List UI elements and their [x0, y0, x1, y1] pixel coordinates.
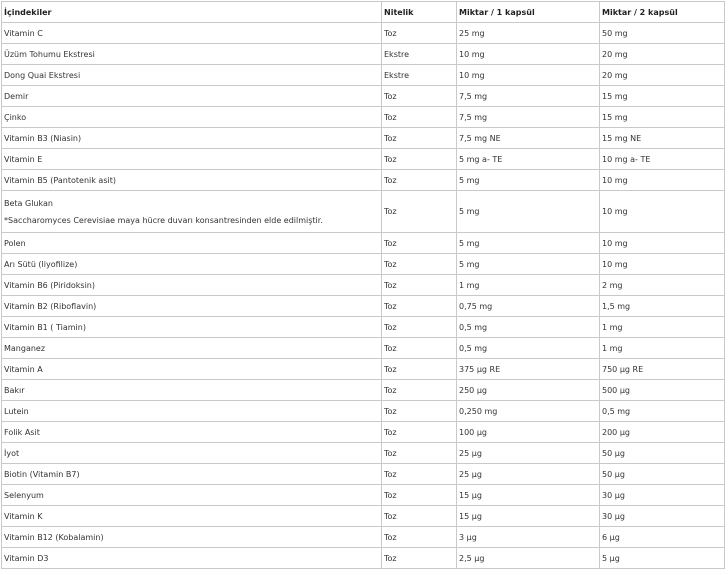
amount-1-cell: 5 mg [457, 191, 600, 233]
amount-1-cell: 100 µg [457, 422, 600, 443]
table-row [2, 527, 725, 548]
ingredient-cell: İyot [2, 443, 382, 464]
amount-2-cell: 10 mg [600, 254, 725, 275]
table-row [2, 401, 725, 422]
amount-1-cell: 15 µg [457, 485, 600, 506]
table-row [2, 317, 725, 338]
header-type: Nitelik [382, 2, 457, 23]
type-cell: Toz [382, 464, 457, 485]
amount-2-cell: 1,5 mg [600, 296, 725, 317]
ingredient-cell: Demir [2, 86, 382, 107]
ingredient-cell [2, 191, 382, 233]
type-cell: Toz [382, 422, 457, 443]
amount-2-cell: 30 µg [600, 485, 725, 506]
amount-2-cell: 50 mg [600, 23, 725, 44]
ingredient-cell: Bakır [2, 380, 382, 401]
amount-1-cell: 375 µg RE [457, 359, 600, 380]
amount-2-cell: 750 µg RE [600, 359, 725, 380]
table-row [2, 296, 725, 317]
amount-1-cell: 5 mg [457, 170, 600, 191]
amount-2-cell: 15 mg [600, 86, 725, 107]
amount-1-cell: 10 mg [457, 44, 600, 65]
ingredients-table [1, 1, 725, 569]
ingredient-cell: Vitamin B6 (Piridoksin) [2, 275, 382, 296]
type-cell: Toz [382, 443, 457, 464]
table-row [2, 359, 725, 380]
amount-1-cell: 5 mg a- TE [457, 149, 600, 170]
ingredient-cell: Vitamin B5 (Pantotenik asit) [2, 170, 382, 191]
type-cell: Toz [382, 527, 457, 548]
ingredient-cell: Vitamin B1 ( Tiamin) [2, 317, 382, 338]
type-cell: Toz [382, 128, 457, 149]
type-cell: Toz [382, 275, 457, 296]
type-cell: Ekstre [382, 65, 457, 86]
header-ingredients: İçindekiler [2, 2, 382, 23]
table-body [2, 23, 725, 569]
ingredient-cell: Manganez [2, 338, 382, 359]
amount-1-cell: 25 µg [457, 443, 600, 464]
type-cell: Toz [382, 149, 457, 170]
table-row [2, 485, 725, 506]
table-row [2, 548, 725, 569]
table-row [2, 170, 725, 191]
table-row [2, 65, 725, 86]
table-row [2, 443, 725, 464]
table-row [2, 254, 725, 275]
table-row [2, 191, 725, 233]
ingredient-cell: Vitamin D3 [2, 548, 382, 569]
type-cell: Toz [382, 233, 457, 254]
header-amount-1-capsule: Miktar / 1 kapsül [457, 2, 600, 23]
amount-1-cell: 1 mg [457, 275, 600, 296]
amount-2-cell: 10 mg a- TE [600, 149, 725, 170]
table-row [2, 233, 725, 254]
amount-2-cell: 2 mg [600, 275, 725, 296]
amount-2-cell: 30 µg [600, 506, 725, 527]
ingredient-cell: Vitamin B12 (Kobalamin) [2, 527, 382, 548]
amount-2-cell: 0,5 mg [600, 401, 725, 422]
ingredient-cell: Dong Quai Ekstresi [2, 65, 382, 86]
ingredient-cell: Polen [2, 233, 382, 254]
type-cell: Toz [382, 23, 457, 44]
type-cell: Toz [382, 107, 457, 128]
amount-1-cell: 25 µg [457, 464, 600, 485]
amount-2-cell: 6 µg [600, 527, 725, 548]
type-cell: Toz [382, 380, 457, 401]
amount-2-cell: 20 mg [600, 44, 725, 65]
amount-1-cell: 15 µg [457, 506, 600, 527]
amount-1-cell: 7,5 mg [457, 86, 600, 107]
type-cell: Toz [382, 359, 457, 380]
type-cell: Toz [382, 170, 457, 191]
type-cell: Toz [382, 506, 457, 527]
table-row [2, 380, 725, 401]
ingredient-cell: Vitamin B3 (Niasin) [2, 128, 382, 149]
type-cell: Toz [382, 296, 457, 317]
amount-2-cell: 1 mg [600, 317, 725, 338]
amount-2-cell: 15 mg NE [600, 128, 725, 149]
amount-2-cell: 500 µg [600, 380, 725, 401]
header-amount-2-capsules: Miktar / 2 kapsül [600, 2, 725, 23]
amount-2-cell: 200 µg [600, 422, 725, 443]
amount-2-cell: 1 mg [600, 338, 725, 359]
ingredient-footnote: *Saccharomyces Cerevisiae maya hücre duvarı konsantresinden elde edilmiştir. [4, 215, 323, 225]
type-cell: Toz [382, 338, 457, 359]
type-cell: Toz [382, 548, 457, 569]
type-cell: Toz [382, 401, 457, 422]
ingredient-cell: Selenyum [2, 485, 382, 506]
table-header-row [2, 2, 725, 23]
amount-1-cell: 2,5 µg [457, 548, 600, 569]
table-row [2, 464, 725, 485]
ingredient-cell: Biotin (Vitamin B7) [2, 464, 382, 485]
table-row [2, 128, 725, 149]
table-row [2, 23, 725, 44]
amount-1-cell: 0,5 mg [457, 338, 600, 359]
amount-1-cell: 0,250 mg [457, 401, 600, 422]
ingredient-cell: Vitamin A [2, 359, 382, 380]
amount-1-cell: 5 mg [457, 233, 600, 254]
amount-2-cell: 10 mg [600, 233, 725, 254]
type-cell: Toz [382, 254, 457, 275]
table-row [2, 44, 725, 65]
ingredient-cell: Vitamin C [2, 23, 382, 44]
amount-1-cell: 250 µg [457, 380, 600, 401]
amount-2-cell: 10 mg [600, 170, 725, 191]
type-cell: Toz [382, 191, 457, 233]
table-row [2, 107, 725, 128]
amount-1-cell: 3 µg [457, 527, 600, 548]
ingredient-cell: Lutein [2, 401, 382, 422]
table-row [2, 86, 725, 107]
ingredient-cell: Çinko [2, 107, 382, 128]
ingredient-cell: Vitamin B2 (Riboflavin) [2, 296, 382, 317]
type-cell: Ekstre [382, 44, 457, 65]
ingredient-cell: Vitamin K [2, 506, 382, 527]
table-row [2, 275, 725, 296]
amount-2-cell: 20 mg [600, 65, 725, 86]
table-row [2, 506, 725, 527]
ingredient-name: Beta Glukan [4, 198, 53, 208]
ingredient-cell: Vitamin E [2, 149, 382, 170]
amount-1-cell: 0,5 mg [457, 317, 600, 338]
amount-2-cell: 10 mg [600, 191, 725, 233]
amount-2-cell: 50 µg [600, 464, 725, 485]
amount-2-cell: 15 mg [600, 107, 725, 128]
type-cell: Toz [382, 485, 457, 506]
amount-1-cell: 7,5 mg NE [457, 128, 600, 149]
amount-1-cell: 25 mg [457, 23, 600, 44]
type-cell: Toz [382, 86, 457, 107]
amount-1-cell: 10 mg [457, 65, 600, 86]
amount-2-cell: 5 µg [600, 548, 725, 569]
amount-2-cell: 50 µg [600, 443, 725, 464]
table-row [2, 338, 725, 359]
type-cell: Toz [382, 317, 457, 338]
table-row [2, 422, 725, 443]
amount-1-cell: 0,75 mg [457, 296, 600, 317]
ingredient-cell: Folik Asit [2, 422, 382, 443]
ingredient-cell: Üzüm Tohumu Ekstresi [2, 44, 382, 65]
ingredient-cell: Arı Sütü (liyofilize) [2, 254, 382, 275]
amount-1-cell: 7,5 mg [457, 107, 600, 128]
amount-1-cell: 5 mg [457, 254, 600, 275]
table-row [2, 149, 725, 170]
